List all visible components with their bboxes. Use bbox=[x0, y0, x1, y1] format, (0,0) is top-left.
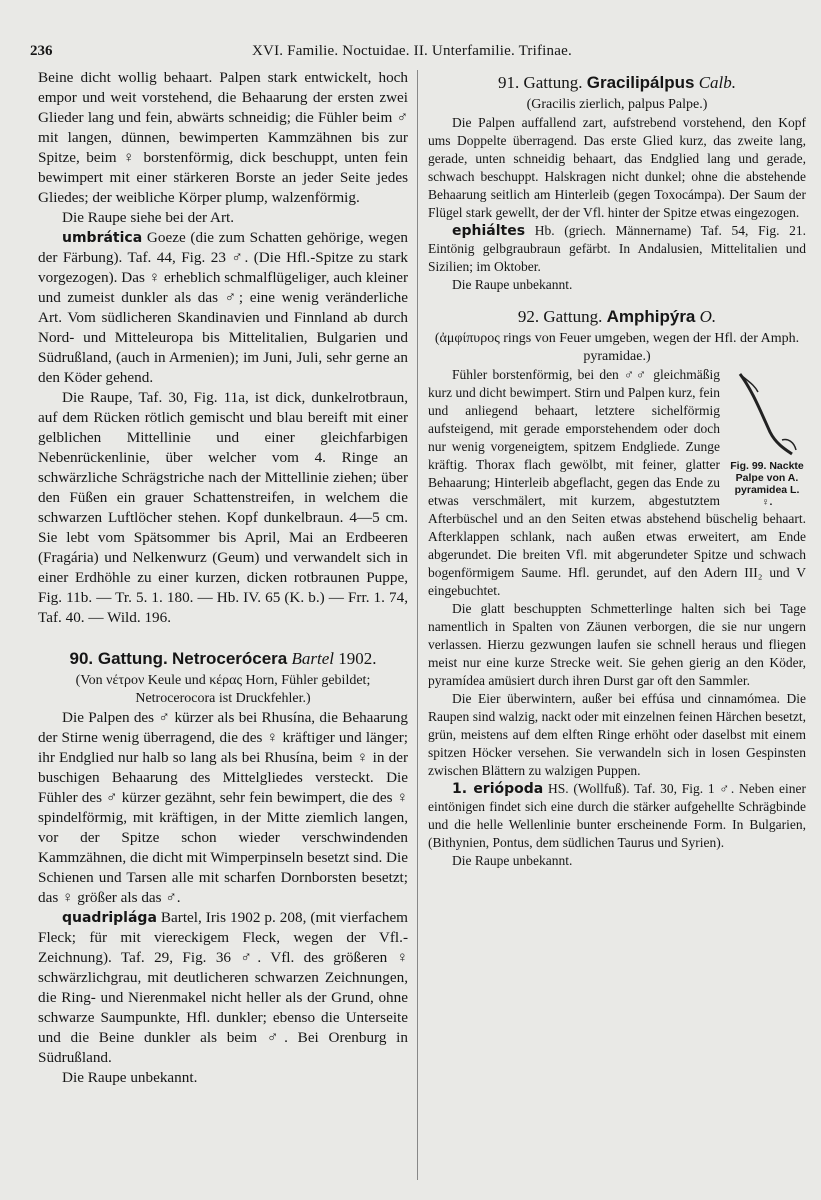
species-name: umbrática bbox=[62, 230, 143, 246]
genus-author: Bartel bbox=[291, 649, 334, 668]
paragraph: Fühler borstenförmig, bei den ♂♂ gleichmäßig kurz und dicht bewimpert. Stirn und Palpen kurz, fein und anliegend behaart, letztere sichelförmig aufsteigend, mit gerade emporstehendem oder doch nur wenig vorgeneigtem, spitzem Endgliede. Zunge kräftig. Thorax flach gewölbt, mit feiner, glatter Behaarung; Hinterleib abgeflacht, gegen das Ende zu etwas verschmälert, mit kurzem, abgestutztem Afterbüschel und an den Seiten etwas abstehend büschelig behaart. Afterklappen schlank, nach außen etwas erweitert, am Ende abgerundet. Die breiten Vfl. mit abgerundeter Spitze und schwach bogenförmigem Saume. Hfl. gerundet, auf den Adern III₂ und V eingebuchtet. bbox=[428, 367, 806, 598]
paragraph: Die Raupe unbekannt. bbox=[62, 1069, 198, 1086]
left-column bbox=[38, 68, 408, 1088]
page-header bbox=[22, 40, 802, 62]
genus-heading-90 bbox=[38, 648, 408, 670]
etymology-note: (ἀμφίπυρος rings von Feuer umgeben, wegen der Hfl. der Amph. pyramidae.) bbox=[434, 331, 800, 364]
paragraph: Beine dicht wollig behaart. Palpen stark entwickelt, hoch empor und weit vorstehend, die Behaarung der ersten zwei Glieder lang und fein, abwärts schneidig; die Fühler beim ♂ mit langen, dünnen, bewimperten Kammzähnen bis zur Spitze, beim ♀ borstenförmig, dick beschuppt, unten fein bewimpert mit einer stärkeren Borste an jeder Seite jedes Gliedes; der weibliche Körper plump, walzenförmig. bbox=[38, 69, 408, 206]
paragraph: Die Raupe unbekannt. bbox=[452, 853, 573, 868]
species-name: ephiáltes bbox=[452, 223, 526, 239]
species-text: Bartel, Iris 1902 p. 208, (mit vierfachem Fleck; für mit viereckigem Fleck, wegen der Vfl.-Zeichnung). Taf. 29, Fig. 36 ♂. Vfl. des größeren ♀ schwärzlichgrau, mit deutlicheren schwarzen Zeichnungen, die Ring- und Nierenmakel nicht heller als der Grund, ohne schwarze Saumpunkte, Hfl. dunkler; ebenso die Unterseite und die Beine dunkler als beim ♂. Bei Orenburg in Südrußland. bbox=[38, 909, 408, 1066]
species-entry-eriopoda bbox=[428, 780, 806, 852]
figure-caption: Fig. 99. Nackte Palpe von A. pyramidea L. ♀. bbox=[730, 460, 804, 508]
species-text: HS. (Wollfuß). Taf. 30, Fig. 1 ♂. Neben einer eintönigen findet sich eine durch die stärker aufgehellte Schrägbinde und die helle Wellenlinie bunter erscheinende Form. In Bulgarien, (Bithynien, Pontus, dem südlichen Taurus und Syrien). bbox=[428, 781, 806, 850]
species-name: 1. erióроda bbox=[452, 781, 544, 797]
paragraph: Die Eier überwintern, außer bei effúsa und cinnamómea. Die Raupen sind walzig, nackt oder mit einzelnen feinen Härchen besetzt, grün, meistens auf dem elften Ringe erhöht oder daselbst mit einem spitzen Höcker versehen. Sie verwandeln sich in losen Gespinsten zwischen Blättern zu walzigen Puppen. bbox=[428, 691, 806, 778]
species-entry-umbratica bbox=[38, 228, 408, 388]
paragraph: Die Raupe, Taf. 30, Fig. 11a, ist dick, dunkelrotbraun, auf dem Rücken rötlich gemischt und blau bereift mit einer gelblichen Mittellinie und einer gleichfarbigen Nebenrückenlinie, über welcher vom 4. Ringe an schwärzliche Schrägstriche nach der Mittellinie ziehen; über den Füßen ein grauer Schattenstreifen, in welchem die schwarzen Luftlöcher stehen. Kopf dunkelbraun. 4—5 cm. Sie lebt vom Spätsommer bis April, Mai an Erdbeeren (Fragária) und Nelkenwurz (Geum) und verwandelt sich in einer Erdhöhle zu einer kurzen, dicken rotbraunen Puppe, Fig. 11b. — Tr. 5. 1. 180. — Hb. IV. 65 (K. b.) — Frr. 1. 74, Taf. 40. — Wild. 196. bbox=[38, 389, 408, 626]
right-column bbox=[428, 68, 806, 870]
paragraph: Die Palpen des ♂ kürzer als bei Rhusína, die Behaarung der Stirne wenig überragend, die des ♀ kräftiger und länger; ihr Endglied nur halb so lang als bei Rhusína, beim ♀ in der buschigen Behaarung des Mittelgliedes versteckt. Die Fühler des ♂ kürzer gezähnt, sehr fein bewimpert, die des ♀ spindelförmig, mit kräftigen, in der Mitte ziemlich langen, vor der Spitze schon wieder verschwindenden Kammzähnen, die dicht mit Wimperpinseln besetzt sind. Die Schienen und Tarsen alle mit scharfen Dornborsten besetzt; das ♀ größer als das ♂. bbox=[38, 709, 408, 906]
column-divider bbox=[417, 70, 418, 1180]
genus-number: 90. Gattung. bbox=[69, 649, 168, 668]
spacer bbox=[428, 294, 806, 302]
genus-name: Amphipýra bbox=[606, 307, 696, 326]
spacer bbox=[38, 628, 408, 644]
figure-99 bbox=[728, 370, 806, 508]
paragraph: Die glatt beschuppten Schmetterlinge halten sich bei Tage namentlich in Spalten von Zäunen verborgen, die sie nur ungern verlassen. Hierzu gezwungen laufen sie schnell heraus und fliegen meist nur eine kurze Strecke weit. Sie gehen gierig an den Köder, pyramídea amüsiert durch ihren Durst gar oft den Sammler. bbox=[428, 601, 806, 688]
genus-heading-92 bbox=[428, 306, 806, 328]
palpus-figure-icon bbox=[732, 370, 802, 460]
species-entry-ephialtes bbox=[428, 222, 806, 276]
genus-number: 91. Gattung. bbox=[497, 73, 583, 92]
genus-name: Gracilipálpus bbox=[586, 73, 695, 92]
running-head: XVI. Familie. Noctuidae. II. Unterfamilie. Trifinae. bbox=[252, 43, 572, 59]
genus-name: Netrocerócera bbox=[171, 649, 288, 668]
species-entry-quadriplaga bbox=[38, 908, 408, 1068]
etymology-note: (Von νέτρον Keule und κέρας Horn, Fühler gebildet; Netrocerocora ist Druckfehler.) bbox=[75, 673, 371, 706]
species-text: Hb. (griech. Männername) Taf. 54, Fig. 21. Eintönig gelbgraubraun gefärbt. In Andalusien, Mittelitalien und Sizilien; im Oktober. bbox=[428, 223, 806, 274]
paragraph: Die Palpen auffallend zart, aufstrebend vorstehend, den Kopf ums Doppelte überragend. Das erste Glied kurz, das zweite lang, gerade, unten schneidig behaart, das Endglied lang und gerade, schwach beschuppt. Halskragen nicht dunkel; ohne die abstehende Behaarung seitlich am Hinterleib (gegen Toxocámpa). Der Saum der Flügel stark gewellt, der der Vfl. hinter der Spitze etwas eingezogen. bbox=[428, 115, 806, 220]
genus-author: O. bbox=[699, 307, 717, 326]
species-text: Goeze (die zum Schatten gehörige, wegen der Färbung). Taf. 44, Fig. 23 ♂. (Die Hfl.-Spitze zu stark vorgezogen). Das ♀ erheblich schmalflügeliger, auch kleiner und zumeist dunkler als das ♂; eine wenig veränderliche Art. Vom südlicheren Skandinavien und Finnland ab durch Nord- und Mitteleuropa bis Mittelitalien, Bulgarien und Südrußland, (auch in Armenien); im Juni, Juli, sehr gerne an den Köder gehend. bbox=[38, 229, 408, 386]
genus-author: Calb. bbox=[698, 73, 737, 92]
paragraph: Die Raupe unbekannt. bbox=[452, 277, 573, 292]
genus-year: 1902. bbox=[338, 649, 377, 668]
genus-heading-91 bbox=[428, 72, 806, 94]
genus-number: 92. Gattung. bbox=[517, 307, 603, 326]
paragraph: Die Raupe siehe bei der Art. bbox=[62, 209, 235, 226]
page-number: 236 bbox=[30, 43, 53, 59]
etymology-note: (Gracilis zierlich, palpus Palpe.) bbox=[526, 97, 708, 112]
species-name: quadriplága bbox=[62, 910, 157, 926]
